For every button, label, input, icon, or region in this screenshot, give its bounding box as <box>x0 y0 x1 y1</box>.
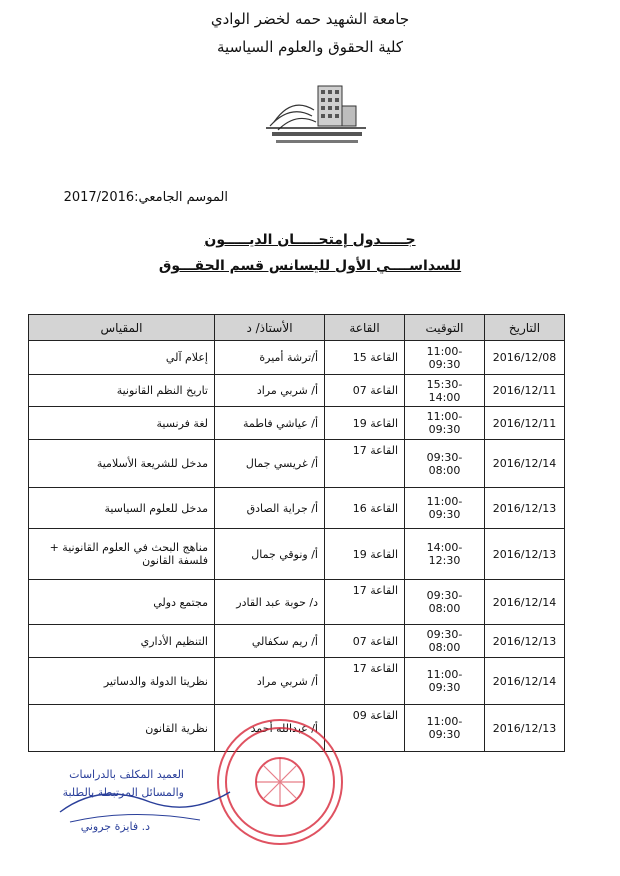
cell-time: 09:30-08:00 <box>405 440 485 488</box>
cell-date: 2016/12/08 <box>485 341 565 375</box>
cell-room: القاعة 17 <box>325 658 405 705</box>
cell-subject: التنظيم الأداري <box>29 625 215 658</box>
table-row <box>29 341 565 375</box>
header-date: التاريخ <box>485 315 565 341</box>
faculty-name: كلية الحقوق والعلوم السياسية <box>217 38 403 56</box>
cell-teacher: أ/ عبدالله أحمد <box>215 705 325 752</box>
signature-title-line1: العميد المكلف بالدراسات <box>69 768 184 781</box>
cell-teacher: أ/ شربي مراد <box>215 658 325 705</box>
signature-title-line2: والمسائل المرتبطة بالطلبة <box>62 786 184 799</box>
cell-date: 2016/12/13 <box>485 488 565 529</box>
cell-time: 11:00-09:30 <box>405 407 485 440</box>
cell-date: 2016/12/13 <box>485 529 565 580</box>
cell-date: 2016/12/14 <box>485 440 565 488</box>
cell-time: 11:00-09:30 <box>405 341 485 375</box>
exam-schedule-table <box>28 314 565 752</box>
signature-name: د. فايزة جروني <box>80 820 150 833</box>
cell-room: القاعة 15 <box>325 341 405 375</box>
cell-time: 15:30-14:00 <box>405 375 485 407</box>
university-logo <box>262 76 372 152</box>
cell-time: 14:00-12:30 <box>405 529 485 580</box>
cell-room: القاعة 09 <box>325 705 405 752</box>
cell-room: القاعة 07 <box>325 625 405 658</box>
cell-room: القاعة 19 <box>325 407 405 440</box>
table-row <box>29 407 565 440</box>
cell-date: 2016/12/13 <box>485 625 565 658</box>
cell-subject: نظرية القانون <box>29 705 215 752</box>
cell-subject: مدخل للعلوم السياسية <box>29 488 215 529</box>
table-header-row <box>29 315 565 341</box>
cell-time: 11:00-09:30 <box>405 705 485 752</box>
cell-time: 11:00-09:30 <box>405 488 485 529</box>
cell-teacher: د/ حوبة عبد القادر <box>215 580 325 625</box>
table-row <box>29 375 565 407</box>
cell-subject: إعلام آلي <box>29 341 215 375</box>
cell-teacher: أ/ غريسي جمال <box>215 440 325 488</box>
header-teacher: الأستاذ/ د <box>215 315 325 341</box>
table-row <box>29 529 565 580</box>
cell-room: القاعة 17 <box>325 440 405 488</box>
cell-time: 11:00-09:30 <box>405 658 485 705</box>
cell-date: 2016/12/14 <box>485 658 565 705</box>
cell-date: 2016/12/11 <box>485 375 565 407</box>
cell-subject: تاريخ النظم القانونية <box>29 375 215 407</box>
cell-teacher: أ/ عياشي فاطمة <box>215 407 325 440</box>
table-row <box>29 658 565 705</box>
academic-season: الموسم الجامعي:2017/2016 <box>63 190 228 205</box>
cell-date: 2016/12/11 <box>485 407 565 440</box>
university-name: جامعة الشهيد حمه لخضر الوادي <box>210 10 410 28</box>
cell-subject: مدخل للشريعة الأسلامية <box>29 440 215 488</box>
cell-time: 09:30-08:00 <box>405 580 485 625</box>
header-room: القاعة <box>325 315 405 341</box>
cell-teacher: أ/ ونوقي جمال <box>215 529 325 580</box>
cell-subject: نظريتا الدولة والدساتير <box>29 658 215 705</box>
header-subject: المقياس <box>29 315 215 341</box>
cell-room: القاعة 07 <box>325 375 405 407</box>
cell-subject: مجتمع دولي <box>29 580 215 625</box>
schedule-subtitle: للسداســــي الأول لليسانس قسم الحقـــوق <box>158 258 462 274</box>
cell-date: 2016/12/14 <box>485 580 565 625</box>
schedule-title: جـــــدول إمتحـــــان الديـــــون <box>204 232 416 248</box>
cell-teacher: أ/ترشة أميرة <box>215 341 325 375</box>
cell-teacher: أ/ جراية الصادق <box>215 488 325 529</box>
cell-teacher: أ/ ريم سكفالي <box>215 625 325 658</box>
cell-room: القاعة 16 <box>325 488 405 529</box>
cell-room: القاعة 19 <box>325 529 405 580</box>
table-row <box>29 440 565 488</box>
cell-subject: مناهج البحث في العلوم القانونية + فلسفة القانون <box>29 529 215 580</box>
cell-subject: لغة فرنسية <box>29 407 215 440</box>
header-time: التوقيت <box>405 315 485 341</box>
table-row <box>29 625 565 658</box>
cell-teacher: أ/ شربي مراد <box>215 375 325 407</box>
cell-date: 2016/12/13 <box>485 705 565 752</box>
table-row <box>29 580 565 625</box>
cell-room: القاعة 17 <box>325 580 405 625</box>
table-row <box>29 488 565 529</box>
cell-time: 09:30-08:00 <box>405 625 485 658</box>
